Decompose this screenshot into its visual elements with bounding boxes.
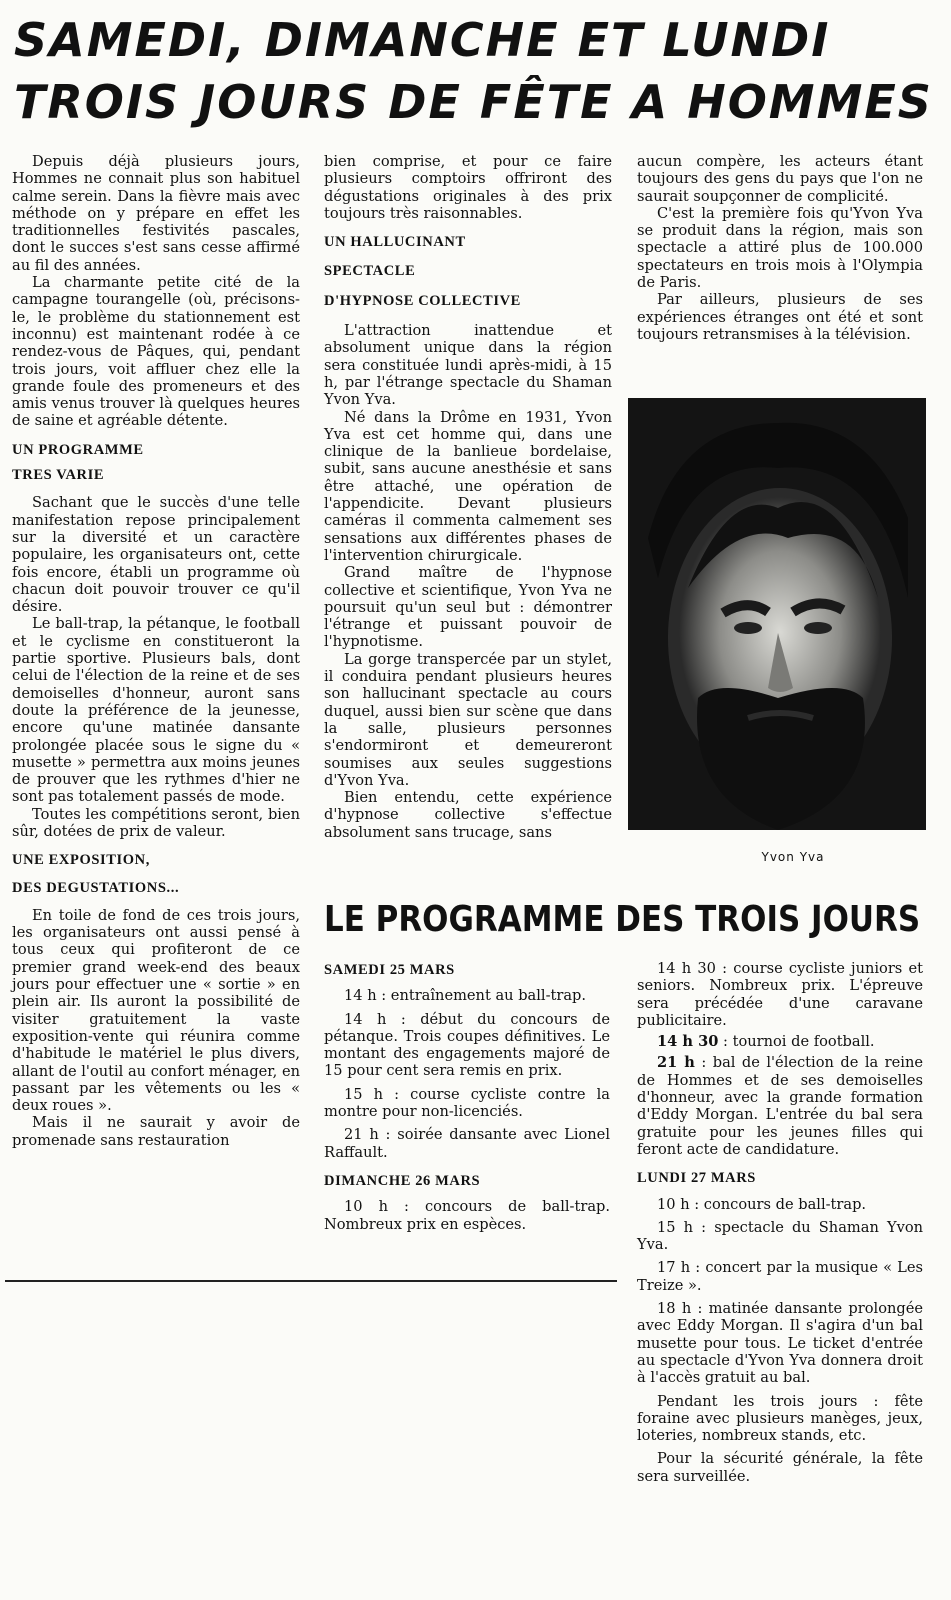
program-item — [637, 1196, 923, 1213]
paragraph: bien comprise, et pour ce faire plusieurs comptoirs offriront des dégustations originales à des prix toujours très raisonnables. — [324, 153, 612, 222]
item-text: : course cycliste contre la montre pour non-licenciés. — [324, 1085, 610, 1121]
item-text: : bal de l'élection de la reine de Hommes et de ses demoiselles d'honneur, avec la grande formation d'Eddy Morgan. L'entrée du bal sera gratuite pour les jeunes filles qui feront acte de candidature. — [637, 1054, 923, 1158]
article-column-1 — [12, 153, 300, 1149]
paragraph: Mais il ne saurait y avoir de promenade sans restauration — [12, 1114, 300, 1149]
day-heading: SAMEDI 25 MARS — [324, 962, 455, 978]
photo-caption: Yvon Yva — [761, 850, 825, 864]
divider-rule — [5, 1280, 617, 1282]
item-time: 15 h — [344, 1085, 384, 1103]
paragraph: Né dans la Drôme en 1931, Yvon Yva est cet homme qui, dans une clinique de la banlieue bordelaise, subit, sans aucune anesthésie et sans être attaché, une opération de l'appendicite. Devant plusieurs caméras il commenta calmement ses sensations aux différentes phases de l'intervention chirurgicale. — [324, 408, 612, 564]
paragraph: En toile de fond de ces trois jours, les organisateurs ont aussi pensé à tous ceux qui profiteront de ce premier grand week-end des beaux jours pour effectuer une « sortie » en plein air. Ils auront la possibilité de visiter gratuitement la vaste exposition-vente qui réunira comme d'habitude le matériel le plus divers, allant de l'outil au confort ménager, en passant par les vêtements ou les « deux roues ». — [12, 906, 300, 1115]
item-time: 21 h — [657, 1054, 695, 1072]
paragraph: Pour la sécurité générale, la fête sera surveillée. — [637, 1450, 923, 1485]
item-time: 14 h — [344, 987, 377, 1005]
article-column-3 — [637, 153, 923, 343]
item-text: : tournoi de football. — [718, 1033, 875, 1051]
program-item — [637, 1259, 923, 1294]
item-text: : spectacle du Shaman Yvon Yva. — [637, 1218, 924, 1254]
subheading: D'HYPNOSE COLLECTIVE — [324, 292, 521, 309]
subheading: UN PROGRAMME — [12, 441, 144, 458]
item-time: 10 h — [344, 1198, 388, 1216]
program-item — [324, 1198, 610, 1233]
program-item — [637, 960, 923, 1029]
portrait-photo — [628, 398, 926, 830]
day-heading: LUNDI 27 MARS — [637, 1170, 756, 1187]
item-time: 14 h 30 — [657, 960, 716, 977]
item-time: 14 h 30 — [657, 1033, 719, 1051]
item-text: : matinée dansante prolongée avec Eddy Morgan. Il s'agira d'un bal musette pour tous. Le ticket d'entrée au spectacle d'Yvon Yva donnera droit à l'accès gratuit au bal. — [637, 1300, 924, 1387]
program-item — [637, 1219, 923, 1254]
item-text: : début du concours de pétanque. Trois coupes définitives. Le montant des engagements majoré de 15 pour cent sera remis en prix. — [324, 1010, 610, 1080]
paragraph: Par ailleurs, plusieurs de ses expériences étranges ont été et sont toujours retransmises à la télévision. — [637, 291, 923, 343]
program-item — [324, 1011, 610, 1080]
subheading: DES DEGUSTATIONS... — [12, 879, 180, 896]
item-time: 14 h — [344, 1010, 387, 1028]
item-text: : soirée dansante avec Lionel Raffault. — [324, 1126, 610, 1161]
paragraph: Grand maître de l'hypnose collective et scientifique, Yvon Yva ne poursuit qu'un seul but : démontrer l'étrange et puissant pouvoir de l'hypnotisme. — [324, 564, 612, 651]
item-text: : entraînement au ball-trap. — [376, 987, 587, 1005]
program-item — [637, 1054, 923, 1158]
item-text: : concours de ball-trap. — [689, 1195, 867, 1213]
item-text: : concert par la musique « Les Treize ». — [637, 1259, 923, 1294]
headline-line-1: SAMEDI, DIMANCHE ET LUNDI — [14, 13, 831, 67]
program-item — [637, 1033, 923, 1050]
paragraph: aucun compère, les acteurs étant toujours des gens du pays que l'on ne saurait soupçonner de complicité. — [637, 153, 923, 205]
paragraph: Toutes les compétitions seront, bien sûr, dotées de prix de valeur. — [12, 805, 300, 840]
subheading: TRES VARIE — [12, 467, 105, 484]
portrait-image — [628, 398, 926, 830]
headline-line-2: TROIS JOURS DE FÊTE A HOMMES — [14, 75, 933, 129]
item-time: 18 h — [657, 1300, 692, 1318]
paragraph: Pendant les trois jours : fête foraine avec plusieurs manèges, jeux, loteries, nombreux stands, etc. — [637, 1392, 923, 1445]
subheading: UNE EXPOSITION, — [12, 852, 150, 869]
article-column-2 — [324, 153, 612, 841]
program-column-1 — [324, 962, 610, 1239]
paragraph: La gorge transpercée par un stylet, il conduira pendant plusieurs heures son hallucinant spectacle au cours duquel, aussi bien sur scène que dans la salle, plusieurs personnes s'endormiront et demeureront soumises aux seules suggestions d'Yvon Yva. — [324, 650, 612, 789]
paragraph: C'est la première fois qu'Yvon Yva se produit dans la région, mais son spectacle a attiré plus de 100.000 spectateurs en trois mois à l'Olympia de Paris. — [637, 204, 923, 292]
subheading: SPECTACLE — [324, 263, 416, 280]
program-item — [324, 987, 610, 1004]
subheading: UN HALLUCINANT — [324, 234, 466, 251]
program-item — [324, 1126, 610, 1161]
paragraph: La charmante petite cité de la campagne tourangelle (où, précisons-le, le problème du stationnement est inconnu) est maintenant rodée à ce rendez-vous de Pâques, qui, pendant trois jours, voit affluer chez elle la grande foule des promeneurs et des amis venus trouver là quelques heures de saine et agréable détente. — [12, 274, 300, 430]
item-time: 21 h — [344, 1126, 379, 1144]
paragraph: L'attraction inattendue et absolument unique dans la région sera constituée lundi après-midi, à 15 h, par l'étrange spectacle du Shaman Yvon Yva. — [324, 322, 612, 409]
program-item — [324, 1086, 610, 1121]
item-time: 10 h — [657, 1195, 690, 1213]
program-column-2 — [637, 960, 923, 1491]
paragraph: Le ball-trap, la pétanque, le football et le cyclisme en constitueront la partie sportive. Plusieurs bals, dont celui de l'élection de la reine et de ses demoiselles d'honneur, auront sans doute la préférence de la jeunesse, encore qu'une matinée dansante prolongée placée sous le signe du « musette » permettra aux moins jeunes de prouver que les rythmes d'hier ne sont pas totalement passés de mode. — [12, 615, 300, 806]
paragraph: Bien entendu, cette expérience d'hypnose collective s'effectue absolument sans trucage, sans — [324, 789, 612, 841]
item-time: 15 h — [657, 1218, 694, 1236]
paragraph: Depuis déjà plusieurs jours, Hommes ne connait plus son habituel calme serein. Dans la fièvre mais avec méthode on y prépare en effet les traditionnelles festivités pascales, dont le succes s'est sans cesse affirmé au fil des années. — [12, 153, 300, 274]
program-item — [637, 1300, 923, 1386]
item-text: : course cycliste juniors et seniors. Nombreux prix. L'épreuve sera précédée d'une caravane publicitaire. — [637, 960, 923, 1029]
day-heading: DIMANCHE 26 MARS — [324, 1172, 481, 1189]
paragraph: Sachant que le succès d'une telle manifestation repose principalement sur la diversité et un caractère populaire, les organisateurs ont, cette fois encore, établi un programme où chacun doit pouvoir trouver ce qu'il désire. — [12, 494, 300, 616]
program-title: LE PROGRAMME DES TROIS JOURS — [324, 899, 921, 940]
item-time: 17 h — [657, 1259, 691, 1277]
item-text: : concours de ball-trap. Nombreux prix en espèces. — [324, 1198, 611, 1233]
